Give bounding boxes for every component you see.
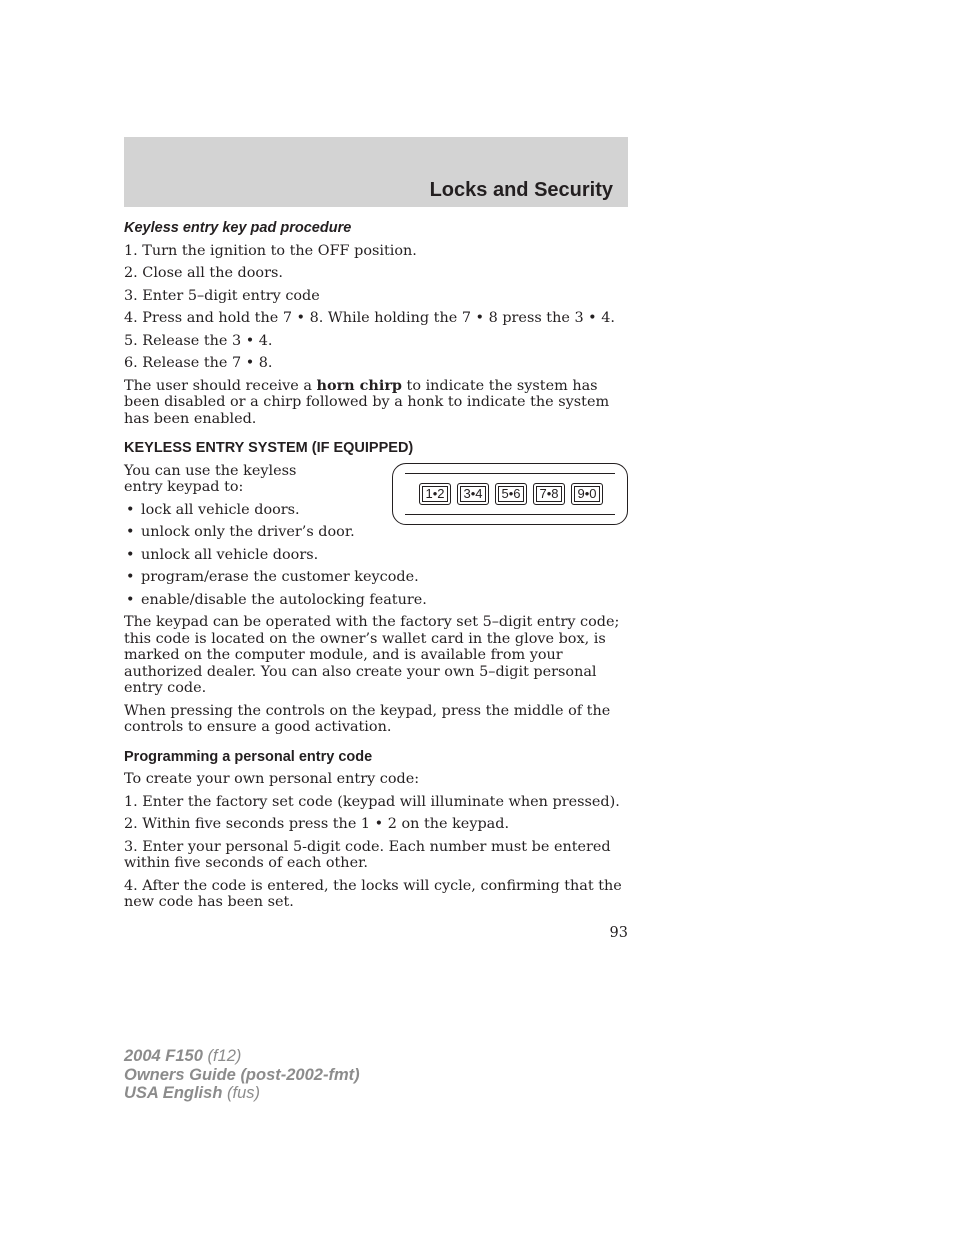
press-middle-paragraph: When pressing the controls on the keypad, press the middle of the controls to ensure a good activation. (124, 702, 611, 735)
programming-step: 1. Enter the factory set code (keypad will illuminate when pressed). (124, 793, 620, 810)
keypad-key-7-8: 7•8 (533, 483, 565, 505)
list-item: • program/erase the customer keycode. (124, 569, 628, 586)
procedure-step: 3. Enter 5–digit entry code (124, 287, 320, 304)
procedure-heading: Keyless entry key pad procedure (124, 220, 352, 236)
list-item: • unlock only the driver’s door. (124, 524, 628, 541)
keypad-block (124, 463, 628, 609)
page-number: 93 (609, 925, 628, 941)
list-item: • lock all vehicle doors. (124, 502, 628, 519)
list-item: • enable/disable the autolocking feature. (124, 592, 628, 609)
procedure-step: 1. Turn the ignition to the OFF position. (124, 242, 417, 259)
programming-step: 3. Enter your personal 5-digit code. Each number must be entered within five seconds of each other. (124, 838, 611, 871)
footer-language-code: (fus) (222, 1084, 260, 1102)
footer-language: USA English (124, 1084, 223, 1102)
programming-heading: Programming a personal entry code (124, 748, 373, 765)
document-footer (124, 1047, 360, 1103)
note-text-bold: horn chirp (316, 376, 402, 394)
keypad-key-3-4: 3•4 (457, 483, 489, 505)
factory-code-paragraph: The keypad can be operated with the factory set 5–digit entry code; this code is located on the owner’s wallet card in the glove box, is marked on the computer module, and is available from your authorized dealer. You can also create your own 5–digit personal entry code. (124, 614, 620, 696)
keypad-key-9-0: 9•0 (571, 483, 603, 505)
keyless-entry-heading: KEYLESS ENTRY SYSTEM (IF EQUIPPED) (124, 440, 414, 456)
procedure-step: 5. Release the 3 • 4. (124, 332, 273, 349)
programming-intro: To create your own personal entry code: (124, 771, 420, 787)
note-text-post: to indicate the system has been disabled or a chirp followed by a honk to indicate the system has been enabled. (124, 377, 610, 427)
section-header-bar (124, 137, 628, 207)
page-content (124, 220, 628, 917)
keypad-trim-line (405, 473, 615, 474)
procedure-step: 2. Close all the doors. (124, 265, 283, 281)
footer-line-guide (124, 1066, 360, 1085)
keypad-intro: You can use the keyless entry keypad to: (124, 462, 297, 495)
note-text-pre: The user should receive a (124, 377, 317, 394)
footer-line-model (124, 1047, 360, 1066)
keypad-functions-list (124, 502, 628, 609)
footer-model: 2004 F150 (124, 1047, 203, 1065)
procedure-step: 4. Press and hold the 7 • 8. While holding the 7 • 8 press the 3 • 4. (124, 310, 615, 326)
programming-step: 4. After the code is entered, the locks will cycle, confirming that the new code has been set. (124, 877, 622, 910)
keypad-key-1-2: 1•2 (419, 483, 451, 505)
keypad-key-5-6: 5•6 (495, 483, 527, 505)
horn-chirp-note (124, 378, 628, 428)
section-title: Locks and Security (429, 179, 613, 201)
procedure-step: 6. Release the 7 • 8. (124, 355, 273, 371)
list-item: • unlock all vehicle doors. (124, 547, 628, 564)
footer-guide: Owners Guide (post-2002-fmt) (124, 1065, 360, 1084)
footer-line-language (124, 1084, 360, 1103)
footer-model-code: (f12) (202, 1047, 242, 1065)
programming-step: 2. Within five seconds press the 1 • 2 on the keypad. (124, 816, 510, 832)
